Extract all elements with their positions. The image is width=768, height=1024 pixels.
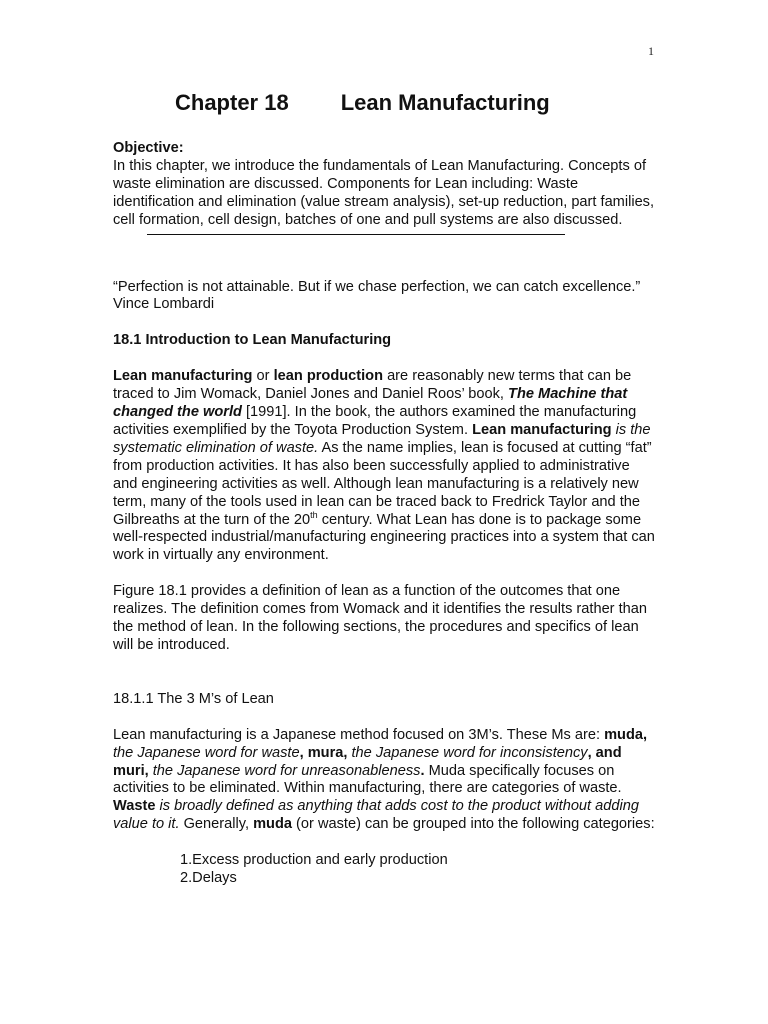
text-run: Lean manufacturing is a Japanese method focused on 3M’s. These Ms are: (113, 726, 605, 743)
page-number: 1 (648, 44, 654, 58)
list-item: 1.Excess production and early production (180, 852, 448, 869)
quote: “Perfection is not attainable. But if we chase perfection, we can catch excellence.” Vince Lombardi (113, 278, 641, 313)
lean-definition: is the systematic elimination of waste. (113, 421, 651, 456)
muri-definition: the Japanese word for unreasonableness (148, 762, 421, 779)
text-run: are reasonably new terms that can be traced to Jim Womack, Daniel Jones and Daniel Roos’ book, (113, 368, 632, 403)
term-mura: mura, (307, 744, 348, 761)
muda-definition: the Japanese word for waste (113, 744, 300, 761)
term-waste: Waste (113, 798, 156, 815)
text-run: , and (587, 744, 622, 761)
waste-definition: is broadly defined as anything that adds cost to the product without adding value to it. (113, 798, 639, 833)
book-title: The Machine that changed the world (113, 386, 628, 421)
figure-paragraph: Figure 18.1 provides a definition of lean as a function of the outcomes that one realizes. The definition comes from Womack and it identifies the results rather than the method of lean. In the following sections, the procedures and specifics of lean will be introduced. (113, 583, 648, 653)
waste-category-list (113, 852, 658, 888)
superscript-th: th (310, 509, 318, 520)
divider-rule (147, 234, 565, 235)
term-lean-manufacturing: Lean manufacturing (113, 368, 253, 385)
text-run: . (420, 762, 425, 779)
text-run: Generally, (179, 816, 254, 833)
term-muda-2: muda (253, 816, 292, 833)
text-run: As the name implies, lean is focused at cutting “fat” from production activities. It has also been successfully applied to administrative and engineering activities as well. Although lean manufacturing is a relatively new term, many of the tools used in lean can be traced back to Fredrick Taylor and the Gilbreaths at the turn of the 20 (113, 439, 652, 528)
text-run: , (299, 744, 308, 761)
objective-label-text: Objective: (113, 140, 184, 156)
term-lean-production: lean production (273, 368, 384, 385)
text-run: Muda specifically focuses on activities to be eliminated. Within manufacturing, there are categories of waste. (113, 762, 622, 797)
term-muda: muda, (604, 726, 648, 743)
chapter-name: Lean Manufacturing (340, 90, 550, 115)
text-run: (or waste) can be grouped into the following categories: (292, 816, 655, 833)
document-body (113, 88, 658, 888)
chapter-title (113, 88, 658, 118)
text-run: [1991]. In the book, the authors examined the manufacturing activities exemplified by the Toyota Production System. (113, 404, 637, 438)
list-item: 2.Delays (180, 870, 237, 887)
chapter-number: Chapter 18 (175, 90, 289, 115)
objective-text: In this chapter, we introduce the fundamentals of Lean Manufacturing. Concepts of waste elimination are discussed. Components for Lean including: Waste identification and elimination (value stream analysis), set-up reduction, part families, cell formation, cell design, batches of one and pull systems are also discussed. (113, 157, 655, 228)
three-ms-paragraph (113, 727, 658, 834)
term-lean-manufacturing-2: Lean manufacturing (472, 421, 612, 438)
section-heading-18-1-1: 18.1.1 The 3 M’s of Lean (113, 690, 274, 707)
text-run: or (252, 368, 274, 385)
mura-definition: the Japanese word for inconsistency (347, 744, 588, 761)
intro-paragraph (113, 368, 658, 565)
section-heading-18-1: 18.1 Introduction to Lean Manufacturing (113, 332, 392, 349)
term-muri: muri, (113, 762, 149, 779)
text-run: century. What Lean has done is to package some well-respected industrial/manufacturing engineering practices into a system that can work in virtually any environment. (113, 511, 655, 564)
objective-label (113, 140, 658, 158)
